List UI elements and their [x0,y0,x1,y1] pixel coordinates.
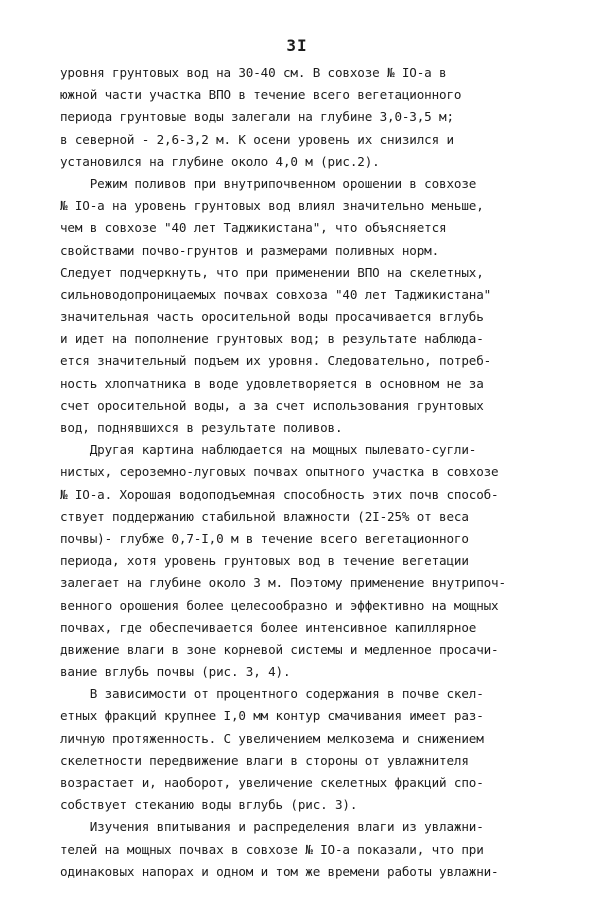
text-line: периода, хотя уровень грунтовых вод в течение вегетации [60,553,469,569]
text-line: Изучения впитывания и распределения влаги из увлажни- [60,819,484,835]
text-line: Режим поливов при внутрипочвенном орошении в совхозе [60,175,477,191]
text-line: телей на мощных почвах в совхозе № IO-а показали, что при [60,841,484,857]
text-line: в северной - 2,6-3,2 м. К осени уровень их снизился и [60,131,454,147]
text-line: скелетности передвижение влаги в стороны от увлажнителя [60,752,469,768]
text-line: вод, поднявшихся в результате поливов. [60,420,343,435]
text-line: периода грунтовые воды залегали на глубине 3,0-3,5 м; [60,109,454,125]
text-line: возрастает и, наоборот, увеличение скелетных фракций спо- [60,775,484,790]
text-line: уровня грунтовых вод на 30-40 см. В совхозе № IO-а в [60,65,447,80]
text-line: почвах, где обеспечивается более интенсивное капиллярное [60,619,477,635]
text-line: свойствами почво-грунтов и размерами поливных норм. [60,242,440,258]
text-line: счет оросительной воды, а за счет использования грунтовых [60,397,484,413]
text-line: значительная часть оросительной воды просачивается вглубь [60,309,484,325]
text-line: установился на глубине около 4,0 м (рис.2). [60,153,380,169]
text-line: южной части участка ВПО в течение всего вегетационного [60,87,462,103]
text-line: сильноводопроницаемых почвах совхоза "40 лет Таджикистана" [60,286,492,302]
text-line: залегает на глубине около 3 м. Поэтому применение внутрипоч- [60,575,506,591]
text-line: собствует стеканию воды вглубь (рис. 3). [60,797,358,813]
text-line: № IO-а. Хорошая водоподъемная способность этих почв способ- [60,486,499,502]
text-line: чем в совхозе "40 лет Таджикистана", что объясняется [60,220,447,236]
text-line: движение влаги в зоне корневой системы и медленное просачи- [60,641,499,657]
text-line: В зависимости от процентного содержания в почве скел- [60,686,484,702]
body-text [60,62,570,883]
text-line: етных фракций крупнее I,0 мм контур смачивания имеет раз- [60,708,484,724]
text-line: и идет на пополнение грунтовых вод; в результате наблюда- [60,331,484,347]
text-line: вание вглубь почвы (рис. 3, 4). [60,664,291,680]
text-line: Другая картина наблюдается на мощных пылевато-сугли- [60,442,477,458]
text-line: одинаковых напорах и одном и том же времени работы увлажни- [60,863,499,879]
text-line: Следует подчеркнуть, что при применении ВПО на скелетных, [60,264,484,280]
text-line: № IO-а на уровень грунтовых вод влиял значительно меньше, [60,198,484,214]
text-line: ствует поддержанию стабильной влажности (2I-25% от веса [60,508,469,524]
text-line: личную протяженность. С увеличением мелкозема и снижением [60,730,484,746]
text-line: ность хлопчатника в воде удовлетворяется в основном не за [60,375,484,391]
text-line: почвы)- глубже 0,7-I,0 м в течение всего вегетационного [60,530,469,546]
text-line: нистых, сероземно-луговых почвах опытного участка в совхозе [60,464,499,480]
page-number: 3I [286,36,308,55]
text-line: венного орошения более целесообразно и эффективно на мощных [60,597,499,613]
text-line: ется значительный подъем их уровня. Следовательно, потреб- [60,353,492,369]
